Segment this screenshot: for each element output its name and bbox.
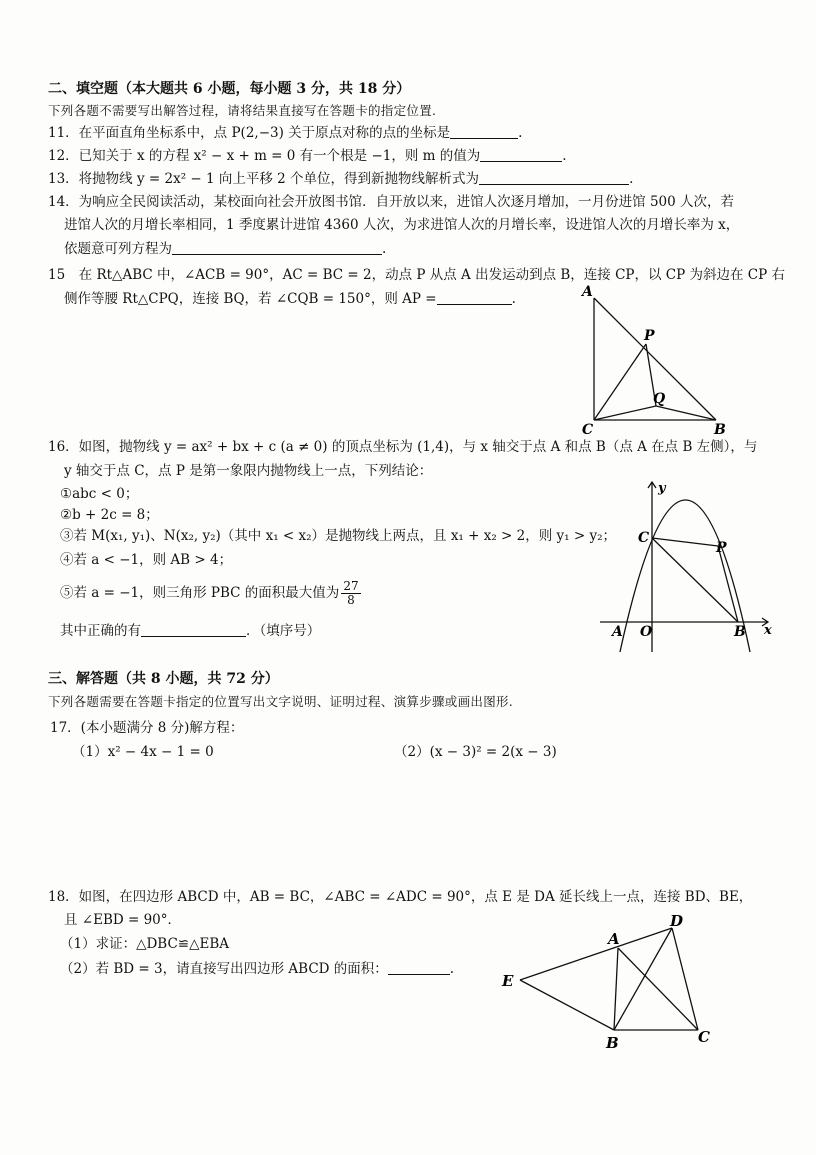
question-11: 11．在平面直角坐标系中，点 P(2,−3) 关于原点对称的点的坐标是 . — [48, 125, 523, 141]
fig18-label-e: E — [502, 972, 514, 990]
fig15-label-q: Q — [653, 391, 666, 407]
q13-answer-blank[interactable] — [479, 170, 629, 185]
q14-line1: 14．为响应全民阅读活动，某校面向社会开放图书馆．自开放以来，进馆人次逐月增加，一月份进馆 500 人次，若 — [48, 194, 735, 210]
fig15-label-p: P — [644, 328, 655, 344]
q18-line1: 18．如图，在四边形 ABCD 中，AB = BC，∠ABC = ∠ADC = 90°，点 E 是 DA 延长线上一点，连接 BD、BE， — [48, 889, 753, 905]
fraction-numerator: 27 — [343, 579, 359, 593]
q13-text: 13．将抛物线 y = 2x² − 1 向上平移 2 个单位，得到新抛物线解析式为 — [48, 171, 480, 187]
fig18-line-ba — [614, 948, 618, 1030]
figure-16 — [600, 476, 780, 656]
q14-line2: 进馆人次的月增长率相同，1 季度累计进馆 4360 人次，为求进馆人次的月增长率，设进馆人次的月增长率为 x， — [64, 217, 740, 233]
q15-line1: 15 在 Rt△ABC 中，∠ACB = 90°，AC = BC = 2，动点 P 从点 A 出发运动到点 B，连接 CP，以 CP 为斜边在 CP 右 — [48, 267, 785, 283]
fig15-label-b: B — [714, 422, 726, 438]
q16-answer — [60, 622, 320, 640]
section3-title: 三、解答题（共 8 小题，共 72 分） — [48, 671, 279, 687]
question-14-answer: 依题意可列方程为 . — [64, 241, 387, 257]
fig18-label-b: B — [606, 1034, 619, 1052]
q18-part2-text: （2）若 BD = 3，请直接写出四边形 ABCD 的面积： — [60, 961, 388, 977]
figure-15 — [570, 282, 730, 442]
fig16-label-x: x — [764, 623, 772, 638]
q17-part1: （1）x² − 4x − 1 = 0 — [72, 744, 214, 760]
fig18-line-ed — [520, 928, 672, 980]
fig18-line-dc — [672, 928, 698, 1030]
fraction-denominator: 8 — [347, 593, 355, 607]
q16-fraction — [341, 580, 360, 607]
q18-line2: 且 ∠EBD = 90°． — [64, 912, 182, 928]
fig15-line-cq — [594, 406, 656, 420]
q16-claim-1: ①abc < 0； — [60, 486, 139, 502]
fig18-line-bd — [614, 928, 672, 1030]
question-12: 12．已知关于 x 的方程 x² − x + m = 0 有一个根是 −1，则 m 的值为 . — [48, 148, 567, 164]
fig16-label-y: y — [658, 481, 666, 496]
q12-answer-blank[interactable] — [480, 147, 562, 162]
section2-title: 二、填空题（本大题共 6 小题，每小题 3 分，共 18 分） — [48, 81, 411, 97]
q16-claim-4: ④若 a < −1，则 AB > 4； — [60, 552, 233, 568]
fig16-label-a: A — [612, 624, 623, 640]
q16-line1: 16．如图，抛物线 y = ax² + bx + c (a ≠ 0) 的顶点坐标为 (1,4)，与 x 轴交于点 A 和点 B（点 A 在点 B 左侧），与 — [48, 439, 758, 455]
fig15-label-c: C — [582, 422, 594, 438]
question-13: 13．将抛物线 y = 2x² − 1 向上平移 2 个单位，得到新抛物线解析式为 . — [48, 171, 634, 187]
fig15-line-cp — [594, 344, 646, 420]
q16-answer-prefix: 其中正确的有 — [60, 623, 141, 639]
q16-claim-2: ②b + 2c = 8； — [60, 507, 159, 523]
q14-answer-blank[interactable] — [172, 240, 382, 255]
q17-title: 17．(本小题满分 8 分)解方程： — [50, 720, 244, 736]
fig18-label-c: C — [698, 1028, 710, 1046]
q16-claim-5-text: ⑤若 a = −1，则三角形 PBC 的面积最大值为 — [60, 585, 340, 601]
q16-claim-3: ③若 M(x₁, y₁)、N(x₂, y₂)（其中 x₁ < x₂）是抛物线上两点，且 x₁ + x₂ > 2，则 y₁ > y₂； — [60, 528, 617, 544]
q16-answer-blank[interactable] — [141, 622, 246, 637]
fig18-label-d: D — [670, 912, 684, 930]
q17-part2: （2）(x − 3)² = 2(x − 3) — [394, 744, 557, 760]
fig15-label-a: A — [582, 284, 593, 300]
fig18-label-a: A — [608, 930, 620, 948]
q15-line2: 侧作等腰 Rt△CPQ，连接 BQ，若 ∠CQB = 150°，则 AP = — [64, 291, 437, 307]
fig16-line-cp — [652, 538, 718, 546]
fig16-label-o: O — [640, 624, 653, 640]
q16-line2: y 轴交于点 C，点 P 是第一象限内抛物线上一点，下列结论： — [64, 463, 433, 479]
q18-part2-row: （2）若 BD = 3，请直接写出四边形 ABCD 的面积： . — [60, 961, 455, 977]
question-15-answer: 侧作等腰 Rt△CPQ，连接 BQ，若 ∠CQB = 150°，则 AP = . — [64, 291, 516, 307]
q15-answer-blank[interactable] — [437, 290, 512, 305]
q18-answer-blank[interactable] — [388, 960, 450, 975]
fig16-line-pb — [718, 546, 738, 622]
fig16-label-b: B — [734, 624, 746, 640]
q11-text: 11．在平面直角坐标系中，点 P(2,−3) 关于原点对称的点的坐标是 — [48, 125, 451, 141]
q12-text: 12．已知关于 x 的方程 x² − x + m = 0 有一个根是 −1，则 m 的值为 — [48, 148, 481, 164]
fig16-label-p: P — [716, 540, 727, 556]
q11-answer-blank[interactable] — [450, 124, 518, 139]
section3-note: 下列各题需要在答题卡指定的位置写出文字说明、证明过程、演算步骤或画出图形. — [48, 694, 514, 709]
figure-18 — [498, 910, 728, 1055]
fig15-line-qb — [656, 406, 716, 420]
q16-claim-5 — [60, 578, 363, 608]
section2-note: 下列各题不需要写出解答过程，请将结果直接写在答题卡的指定位置. — [48, 103, 437, 118]
q18-part1: （1）求证：△DBC≌△EBA — [60, 936, 230, 952]
q16-answer-suffix: ．（填序号） — [246, 623, 321, 639]
fig18-line-ac — [618, 948, 698, 1030]
q14-line3: 依题意可列方程为 — [64, 241, 172, 257]
fig16-label-c: C — [638, 530, 650, 546]
fig18-line-eb — [520, 980, 614, 1030]
